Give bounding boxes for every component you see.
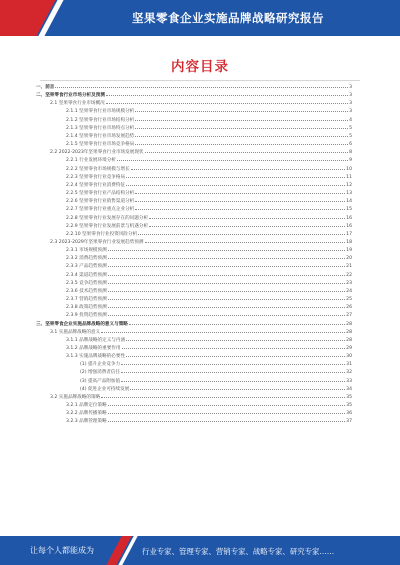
toc-entry[interactable] [36,100,352,108]
toc-entry-page: 3 [349,93,352,99]
toc-entry-page: 9 [349,158,352,164]
toc-leader-dots [101,332,345,333]
toc-leader-dots [135,136,348,137]
toc-entry-page: 14 [346,199,352,205]
toc-leader-dots [126,340,345,341]
toc-leader-dots [108,283,345,284]
footer-tagline: 行业专家、管理专家、营销专家、战略专家、研究专家…… [142,546,335,556]
toc-entry-page: 12 [346,182,352,188]
toc-entry[interactable] [36,304,352,312]
toc-leader-dots [126,356,345,357]
toc-entry-page: 35 [346,394,352,400]
toc-leader-dots [129,324,345,325]
toc-entry[interactable] [36,386,352,394]
toc-entry[interactable] [36,92,352,100]
toc-entry[interactable] [36,133,352,141]
toc-entry-page: 27 [346,313,352,319]
toc-entry-page: 5 [349,125,352,131]
toc-entry-label: 2.1.5 坚果零食行业市场竞争格局 [66,142,135,148]
toc-entry-page: 16 [346,215,352,221]
toc-entry-page: 19 [346,248,352,254]
toc-entry[interactable] [36,255,352,263]
toc-entry[interactable] [36,312,352,320]
toc-entry[interactable] [36,345,352,353]
toc-leader-dots [108,275,345,276]
toc-entry-label: 3.1.3 实施品牌战略的必要性 [66,354,126,360]
toc-entry-page: 8 [349,150,352,156]
toc-entry-label: (1) 提升企业竞争力 [80,362,121,368]
report-title: 坚果零食企业实施品牌战略研究报告 [132,11,324,25]
toc-entry-label: 3.1.1 品牌战略的定义与内涵 [66,337,126,343]
toc-leader-dots [145,242,346,243]
toc-leader-dots [108,250,345,251]
toc-entry-label: 3.1.2 品牌战略的重要作用 [66,346,121,351]
toc-entry-page: 36 [346,411,352,417]
toc-entry-page: 18 [346,239,352,245]
toc-entry-page: 22 [346,272,352,278]
toc-entry-page: 34 [346,386,352,392]
toc-entry[interactable] [36,394,352,402]
toc-entry[interactable] [36,223,352,231]
toc-entry-page: 30 [346,354,352,360]
toc-leader-dots [117,160,348,161]
toc-entry-label: 三、坚果零食企业实施品牌战略的意义与策略 [36,321,128,327]
toc-entry-page: 17 [346,231,352,237]
toc-entry-label: 2.1 坚果零食行业市场概况 [50,101,105,107]
toc-leader-dots [138,234,345,235]
toc-entry-page: 24 [346,288,352,294]
toc-entry-page: 21 [346,264,352,270]
toc-entry-label: 一、前言 [36,85,55,90]
toc-entry-page: 28 [346,337,352,343]
toc-entry-page: 16 [346,223,352,229]
toc-entry[interactable] [36,182,352,190]
toc-entry-label: 2.2.9 坚果零食行业发展前景与机遇分析 [66,223,149,229]
toc-entry-label: 2.2 2022-2023年坚果零食行业市场发展现状 [50,150,144,156]
toc-entry[interactable] [36,321,352,329]
footer-slogan: 让每个人都能成为 [30,546,94,555]
toc-entry-page: 10 [346,166,352,172]
toc-entry[interactable] [36,418,352,426]
toc-entry[interactable] [36,361,352,369]
page-footer [0,536,400,565]
toc-leader-dots [101,397,345,398]
toc-leader-dots [126,177,345,178]
toc-leader-dots [55,87,348,88]
toc-entry-label: 3.2 实施品牌战略的策略 [50,394,101,400]
toc-leader-dots [108,413,345,414]
toc-entry-page: 28 [346,329,352,335]
toc-entry-page: 20 [346,256,352,262]
toc-entry-page: 32 [346,370,352,376]
toc-entry-label: 3.1 实施品牌战略的意义 [50,329,101,335]
toc-entry[interactable] [36,174,352,182]
toc-entry-label: 3.2.1 品牌定位策略 [66,403,107,409]
toc-entry[interactable] [36,402,352,410]
toc-entry[interactable] [36,166,352,174]
toc-entry-label: 3.2.2 品牌传播策略 [66,411,107,417]
toc-entry[interactable] [36,206,352,214]
toc-entry[interactable] [36,215,352,223]
toc-entry-page: 25 [346,297,352,303]
toc-entry-page: 15 [346,207,352,213]
toc-leader-dots [135,128,348,129]
toc-entry-page: 26 [346,305,352,311]
toc-entry-page: 33 [346,378,352,384]
toc-leader-dots [149,218,345,219]
toc-leader-dots [135,209,345,210]
toc-entry-label: 2.3.7 营销趋势预测 [66,297,107,303]
toc-leader-dots [121,364,345,365]
toc-entry[interactable] [36,125,352,133]
toc-entry-page: 3 [349,85,352,90]
toc-entry[interactable] [36,280,352,288]
toc-leader-dots [108,258,345,259]
toc-entry[interactable] [36,353,352,361]
toc-leader-dots [135,201,345,202]
toc-entry-label: 2.2.4 坚果零食行业消费特征 [66,182,126,188]
toc-entry-page: 5 [349,133,352,139]
toc-entry-label: (3) 提高产品附加值 [80,378,121,384]
toc-entry[interactable] [36,157,352,165]
toc-entry-label: 2.1.2 坚果零食行业市场结构分析 [66,117,135,123]
toc-entry[interactable] [36,141,352,149]
page-header [0,0,400,36]
toc-entry[interactable] [36,247,352,255]
toc-entry[interactable] [36,369,352,377]
toc-leader-dots [122,348,346,349]
toc-entry[interactable] [36,288,352,296]
toc-entry-label: 2.2.8 坚果零食行业发展存在的问题分析 [66,215,149,221]
toc-entry-label: 2.2.1 行业发展环境分析 [66,158,116,164]
toc-entry-label: 2.3.8 政策趋势预测 [66,305,107,311]
toc-leader-dots [108,266,345,267]
toc-entry-label: 2.1.3 坚果零食行业市场特点分析 [66,125,135,131]
toc-entry[interactable] [36,117,352,125]
toc-entry[interactable] [36,272,352,280]
toc-entry[interactable] [36,329,352,337]
toc-entry-label: 2.3.9 投资趋势预测 [66,313,107,319]
toc-entry-page: 37 [346,419,352,425]
toc-leader-dots [108,291,345,292]
toc-entry[interactable] [36,149,352,157]
toc-entry-label: 2.2.5 坚果零食行业产品结构分析 [66,191,135,197]
toc-entry-label: 2.3.3 产品趋势预测 [66,264,107,270]
toc-leader-dots [149,226,345,227]
toc-entry-page: 23 [346,280,352,286]
toc-entry-page: 4 [349,117,352,123]
toc-entry[interactable] [36,190,352,198]
toc-entry-label: 2.3.5 竞争趋势预测 [66,280,107,286]
toc-leader-dots [130,389,345,390]
toc-leader-dots [121,372,345,373]
toc-leader-dots [135,144,348,145]
toc-entry-label: 3.2.3 品牌管理策略 [66,419,107,425]
toc-entry-page: 6 [349,142,352,148]
toc-entry[interactable] [36,239,352,247]
toc-entry-label: 2.2.6 坚果零食行业销售渠道分析 [66,199,135,205]
toc-leader-dots [108,299,345,300]
toc-entry-page: 3 [349,109,352,115]
toc-entry-label: 2.3.4 渠道趋势预测 [66,272,107,278]
toc-entry-label: 2.2.10 坚果零食行业投资风险分析 [66,231,138,237]
toc-entry-page: 13 [346,191,352,197]
toc-entry-label: 2.1.4 坚果零食行业市场发展趋势 [66,133,135,139]
toc-entry-label: 2.2.7 坚果零食行业重点企业分析 [66,207,135,213]
toc-leader-dots [135,193,345,194]
toc-leader-dots [131,169,345,170]
toc-leader-dots [121,381,345,382]
toc-entry-label: 2.1.1 坚果零食行业市场规模分析 [66,109,135,115]
toc-entry[interactable] [36,378,352,386]
toc-leader-dots [108,405,345,406]
toc-entry-page: 35 [346,403,352,409]
toc-entry[interactable] [36,410,352,418]
toc-entry-page: 28 [346,321,352,327]
toc-entry-page: 11 [346,174,352,180]
toc-divider [40,80,360,81]
toc-leader-dots [108,307,345,308]
toc-entry-label: 2.2.3 坚果零食行业竞争格局 [66,174,126,180]
toc-entry[interactable] [36,337,352,345]
toc-entry[interactable] [36,263,352,271]
toc-entry-label: 2.3 2023-2029年坚果零食行业发展趋势预测 [50,239,144,245]
toc-leader-dots [106,103,348,104]
toc-entry[interactable] [36,231,352,239]
toc-leader-dots [135,111,348,112]
toc-entry-page: 31 [346,362,352,368]
toc-entry-label: 2.2.2 坚果零食市场规模与增长 [66,166,130,172]
toc-entry[interactable] [36,198,352,206]
toc-entry-label: 2.3.6 技术趋势预测 [66,288,107,294]
toc-entry-label: 2.3.2 消费趋势预测 [66,256,107,262]
toc-entry-page: 3 [349,101,352,107]
table-of-contents [36,84,352,427]
toc-entry[interactable] [36,296,352,304]
toc-entry[interactable] [36,84,352,92]
toc-entry-label: 2.3.1 市场规模预测 [66,248,107,254]
toc-entry-label: (2) 增强消费者信任 [80,370,121,376]
toc-heading: 内容目录 [171,59,229,75]
toc-entry-label: 二、坚果零食行业市场分析及预测 [36,93,105,99]
toc-leader-dots [145,152,349,153]
toc-entry-page: 29 [346,346,352,351]
toc-leader-dots [135,120,348,121]
toc-leader-dots [106,95,348,96]
toc-leader-dots [108,315,345,316]
toc-entry[interactable] [36,108,352,116]
toc-leader-dots [108,421,345,422]
toc-leader-dots [126,185,345,186]
toc-entry-label: (4) 促进企业可持续发展 [80,386,130,392]
